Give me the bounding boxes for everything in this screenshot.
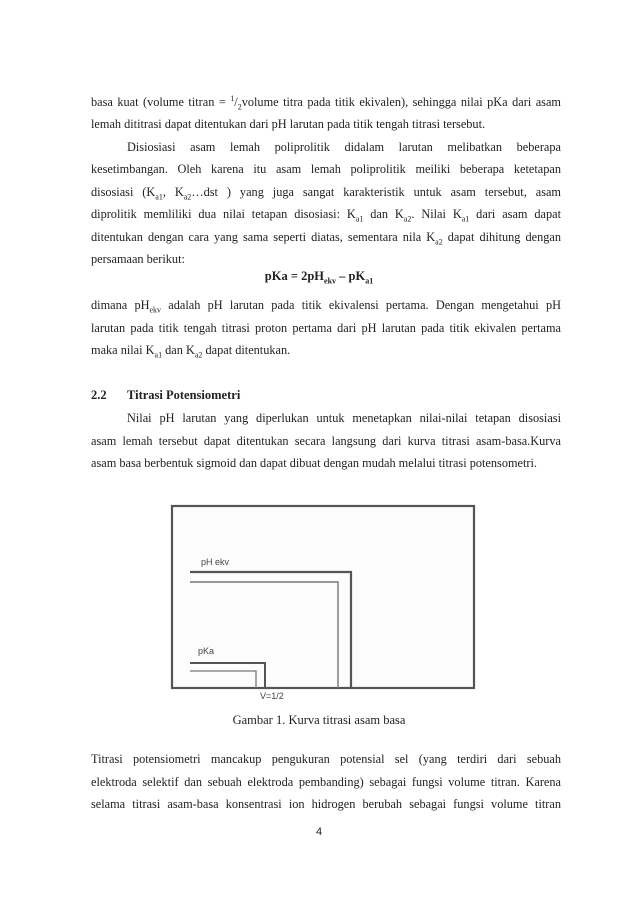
para4-line3: asam basa berbentuk sigmoid dan dapat dibuat dengan mudah melalui titrasi potensometri. bbox=[91, 456, 537, 470]
figure-frame bbox=[172, 506, 474, 688]
text: ditentukan dengan cara yang sama seperti diatas, sementara nila K bbox=[91, 230, 436, 244]
subscript: a2 bbox=[194, 350, 203, 360]
para4-line2: asam lemah tersebut dapat ditentukan secara langsung dari kurva titrasi asam-basa.Kurva bbox=[91, 434, 561, 448]
text: disosiasi (K bbox=[91, 185, 156, 199]
para3-line1 bbox=[91, 297, 561, 313]
text: dan K bbox=[363, 207, 404, 221]
para2-line6: persamaan berikut: bbox=[91, 252, 185, 266]
subscript: ekv bbox=[324, 276, 337, 286]
subscript: a2 bbox=[403, 214, 412, 224]
text: diprolitik memliliki dua nilai tetapan disosiasi: K bbox=[91, 207, 356, 221]
para2-line3 bbox=[91, 184, 561, 200]
text: maka nilai K bbox=[91, 343, 155, 357]
page-number: 4 bbox=[315, 826, 323, 838]
figure-caption: Gambar 1. Kurva titrasi asam basa bbox=[232, 713, 406, 727]
para5-line1: Titrasi potensiometri mancakup pengukuran potensial sel (yang terdiri dari sebuah bbox=[91, 752, 561, 766]
text: …dst ) yang juga sangat karakteristik untuk asam tersebut, asam bbox=[191, 185, 562, 199]
para1-line1: basa kuat (volume titran = $^1/_2volume$ titra pada titik ekivalen), sehingga nilai pKa dari asam bbox=[91, 93, 561, 112]
subscript: a1 bbox=[154, 350, 163, 360]
text: dan K bbox=[162, 343, 195, 357]
subscript: a1 bbox=[155, 192, 163, 202]
text: dari asam dapat bbox=[469, 207, 561, 221]
para5-line3: selama titrasi asam-basa konsentrasi ion hidrogen berubah sebagai fungsi volume titran bbox=[91, 797, 561, 811]
text: basa kuat (volume titran = bbox=[91, 95, 231, 109]
text: dapat ditentukan. bbox=[202, 343, 291, 357]
para2-line1: Disiosiasi asam lemah poliprolitik didalam larutan melibatkan beberapa bbox=[127, 140, 561, 154]
equation bbox=[0, 269, 638, 284]
para5-line2: elektroda selektif dan sebuah elektroda pembanding) sebagai fungsi volume titran. Karena bbox=[91, 775, 561, 789]
text: pKa = 2pH bbox=[264, 269, 325, 283]
para2-line4 bbox=[91, 206, 561, 222]
para1-line2: lemah dititrasi dapat ditentukan dari pH larutan pada titik tengah titrasi tersebut. bbox=[91, 117, 486, 131]
titration-curve-figure bbox=[168, 500, 478, 700]
text: . Nilai K bbox=[411, 207, 462, 221]
label-pka: pKa bbox=[198, 646, 215, 656]
para3-line3 bbox=[91, 342, 561, 358]
para2-line2: kesetimbangan. Oleh karena itu asam lemah poliprolitik meiliki beberapa ketetapan bbox=[91, 162, 561, 176]
subscript: a1 bbox=[461, 214, 470, 224]
text: dimana pH bbox=[91, 298, 150, 312]
text: adalah pH larutan pada titik ekivalensi pertama. Dengan mengetahui pH bbox=[161, 298, 561, 312]
section-number: 2.2 bbox=[91, 388, 107, 402]
para4-line1: Nilai pH larutan yang diperlukan untuk menetapkan nilai-nilai tetapan disosiasi bbox=[127, 411, 561, 425]
label-v-half: V=1/2 bbox=[260, 691, 284, 700]
subscript: a2 bbox=[435, 237, 443, 247]
text: – pK bbox=[336, 269, 366, 283]
subscript: 2 bbox=[237, 102, 242, 112]
subscript: a1 bbox=[365, 276, 374, 286]
section-title: Titrasi Potensiometri bbox=[127, 388, 241, 402]
subscript: ekv bbox=[149, 305, 162, 315]
text: , K bbox=[162, 185, 184, 199]
text: volume titra pada titik ekivalen), sehingga nilai pKa dari asam bbox=[241, 95, 561, 109]
para3-line2: larutan pada titik tengah titrasi proton pertama dari pH larutan pada titik ekivalen pertama bbox=[91, 321, 561, 335]
text: dapat dihitung dengan bbox=[442, 230, 562, 244]
subscript: a2 bbox=[183, 192, 192, 202]
label-ph-ekv: pH ekv bbox=[201, 557, 230, 567]
para2-line5 bbox=[91, 229, 561, 245]
subscript: a1 bbox=[355, 214, 364, 224]
superscript: 1 bbox=[230, 93, 235, 103]
